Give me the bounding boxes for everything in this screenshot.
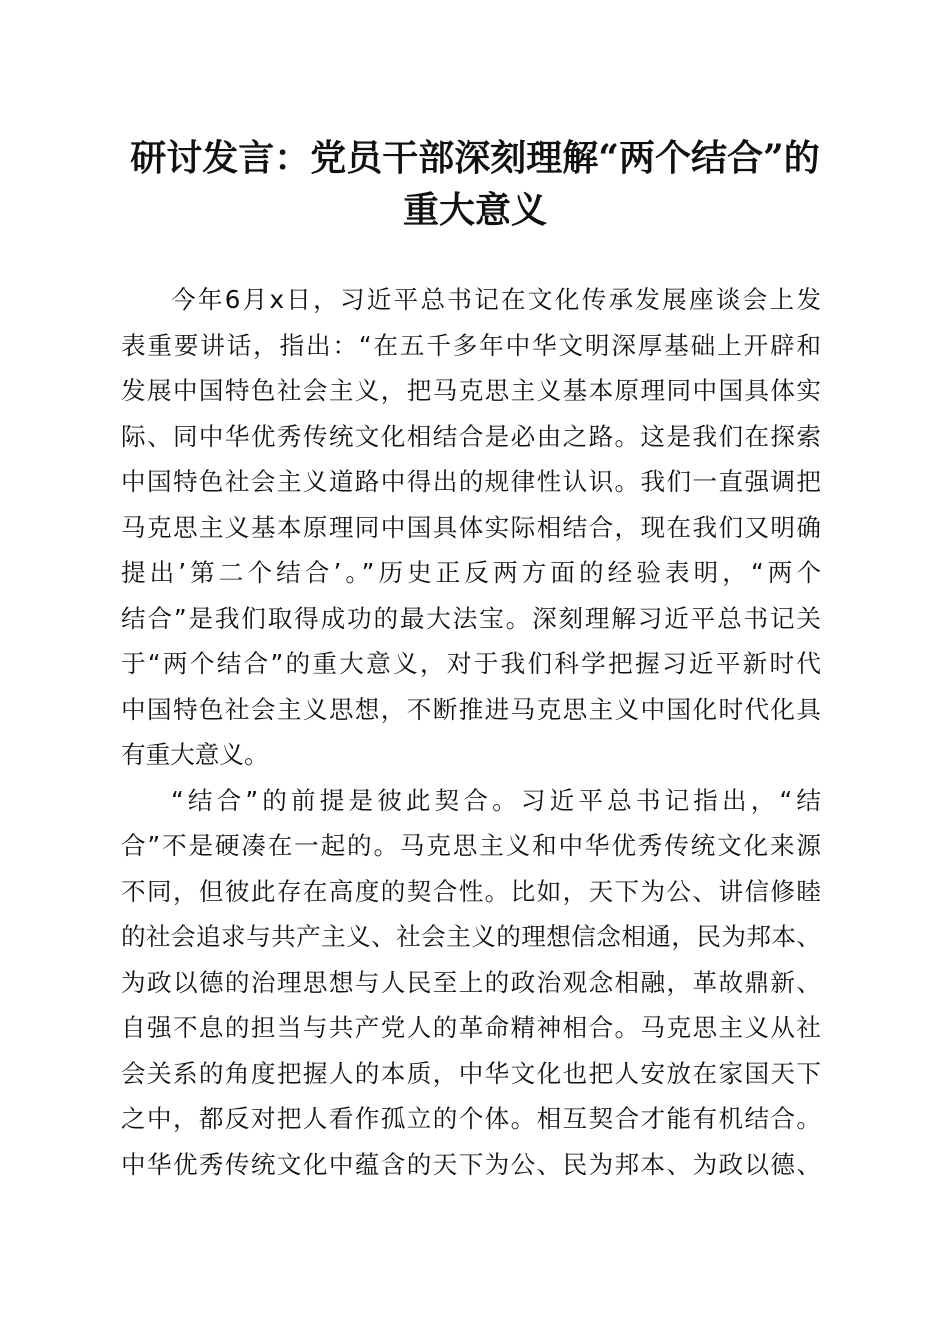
title-line-1: 研讨发言：党员干部深刻理解“两个结合”的 xyxy=(130,137,820,179)
text-line: 为政以德的治理思想与人民至上的政治观念相融，革故鼎新、 xyxy=(121,967,821,997)
text-line: 发展中国特色社会主义，把马克思主义基本原理同中国具体实 xyxy=(121,376,821,405)
text-line: 合”不是硬凑在一起的。马克思主义和中华优秀传统文化来源 xyxy=(121,831,821,860)
title-line-2: 重大意义 xyxy=(402,189,547,231)
text-line: 不同，但彼此存在高度的契合性。比如，天下为公、讲信修睦 xyxy=(121,876,821,906)
text-line: 自强不息的担当与共产党人的革命精神相合。马克思主义从社 xyxy=(121,1013,821,1042)
text-line: 中华优秀传统文化中蕴含的天下为公、民为邦本、为政以德、 xyxy=(121,1149,821,1179)
text-line: 有重大意义。 xyxy=(121,740,269,769)
document-body xyxy=(121,277,821,1187)
text-line: “结合”的前提是彼此契合。习近平总书记指出，“结 xyxy=(171,785,821,815)
text-line: 中国特色社会主义思想，不断推进马克思主义中国化时代化具 xyxy=(121,694,821,724)
text-line: 中国特色社会主义道路中得出的规律性认识。我们一直强调把 xyxy=(121,467,821,496)
text-line: 的社会追求与共产主义、社会主义的理想信念相通，民为邦本、 xyxy=(121,922,821,951)
text-line: 马克思主义基本原理同中国具体实际相结合，现在我们又明确 xyxy=(121,512,821,542)
text-line: 表重要讲话，指出：“在五千多年中华文明深厚基础上开辟和 xyxy=(121,330,821,360)
text-line: 今年6月x日，习近平总书记在文化传承发展座谈会上发 xyxy=(171,285,821,314)
text-line: 之中，都反对把人看作孤立的个体。相互契合才能有机结合。 xyxy=(121,1104,821,1133)
paragraph-1 xyxy=(121,277,821,778)
text-line: 会关系的角度把握人的本质，中华文化也把人安放在家国天下 xyxy=(121,1058,821,1088)
text-line: 提出’第二个结合’。”历史正反两方面的经验表明，“两个 xyxy=(121,558,821,587)
text-line: 际、同中华优秀传统文化相结合是必由之路。这是我们在探索 xyxy=(121,421,821,451)
paragraph-2 xyxy=(121,778,821,1188)
document-title xyxy=(100,132,850,236)
text-line: 于“两个结合”的重大意义，对于我们科学把握习近平新时代 xyxy=(121,649,821,678)
text-line: 结合”是我们取得成功的最大法宝。深刻理解习近平总书记关 xyxy=(121,603,821,633)
